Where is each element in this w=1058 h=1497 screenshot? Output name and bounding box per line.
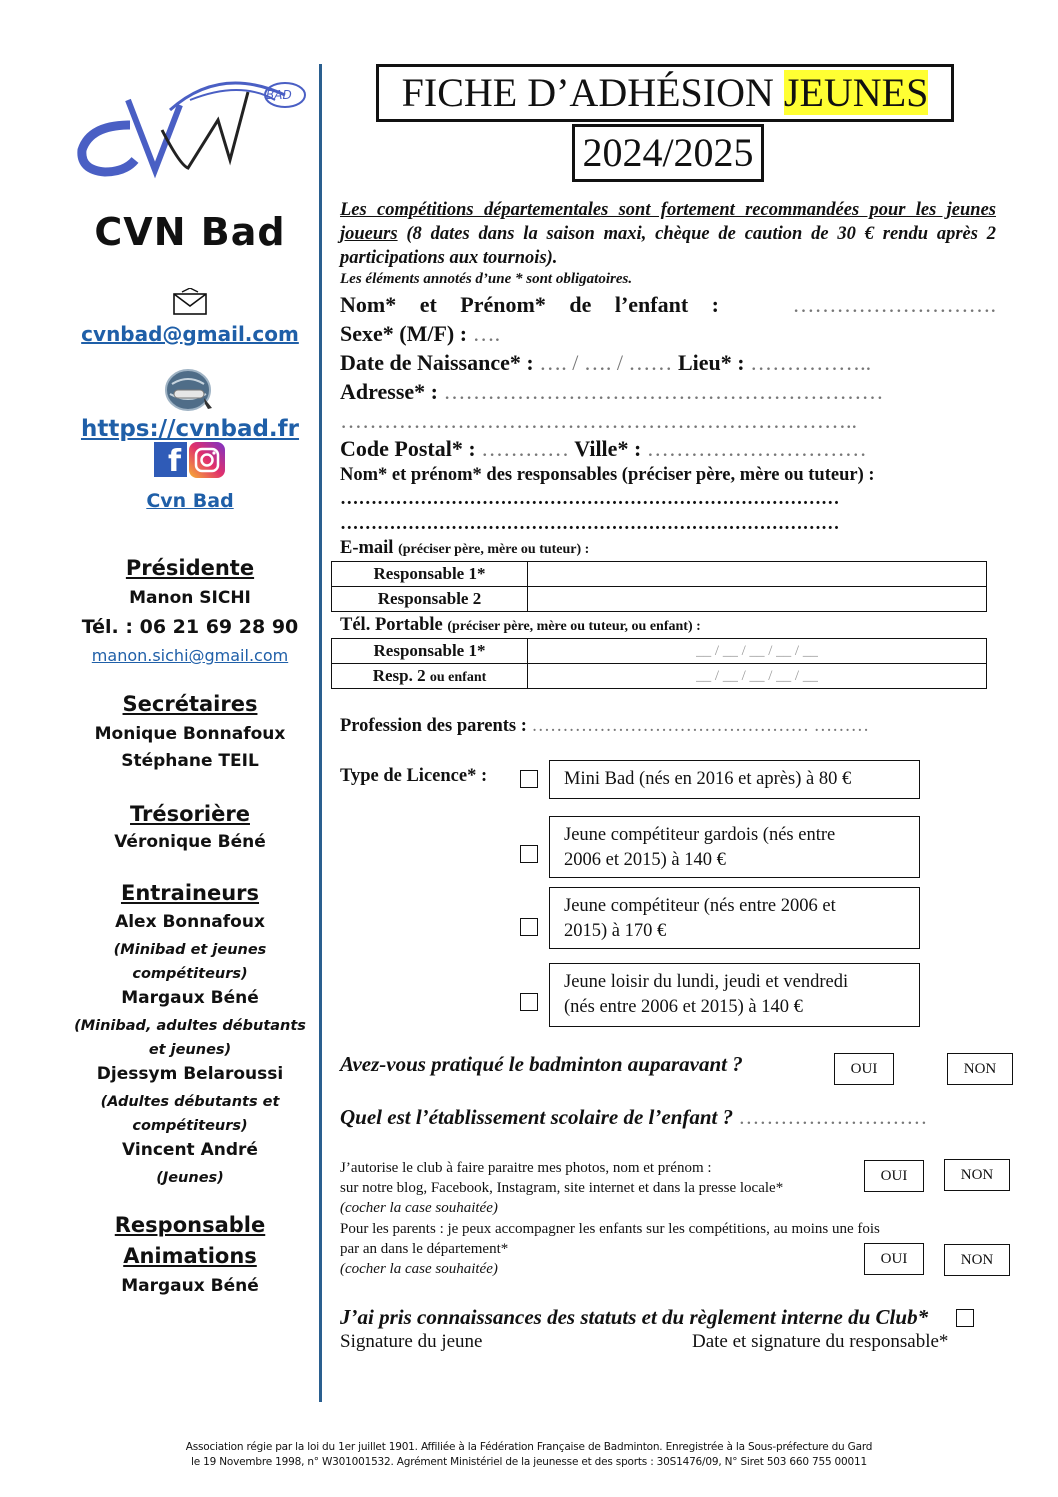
birthplace-label: Lieu* : bbox=[677, 350, 745, 375]
address-field[interactable]: …………………………………………………… bbox=[443, 379, 884, 404]
sex-field[interactable]: …. bbox=[472, 321, 501, 346]
city-field[interactable]: ………………………… bbox=[646, 436, 867, 461]
guardians-label: Nom* et prénom* des responsables (préciser père, mère ou tuteur) : bbox=[340, 465, 875, 485]
president-heading: Présidente bbox=[125, 556, 255, 580]
photo-yes-button[interactable]: OUI bbox=[864, 1160, 924, 1192]
license-option bbox=[549, 816, 920, 878]
address-label: Adresse* : bbox=[340, 379, 438, 404]
required-note: Les éléments annotés d’une * sont obligatoires. bbox=[340, 271, 633, 287]
parents-yes-button[interactable]: OUI bbox=[864, 1243, 924, 1275]
animations-heading: Responsable bbox=[114, 1213, 266, 1237]
practiced-no-button[interactable]: NON bbox=[947, 1053, 1013, 1085]
profession-field[interactable]: ……………………………………… ……… bbox=[531, 716, 870, 736]
signature-guardian-label: Date et signature du responsable* bbox=[692, 1331, 949, 1352]
school-row bbox=[340, 1105, 927, 1130]
coach-note: (Adultes débutants et compétiteurs) bbox=[100, 1094, 280, 1134]
envelope-icon bbox=[172, 288, 208, 316]
email-input[interactable] bbox=[528, 587, 987, 612]
license-option-text: Mini Bad (nés en 2016 et après) à 80 € bbox=[564, 769, 852, 789]
website-link[interactable]: https://cvnbad.fr bbox=[80, 416, 300, 442]
coach-name: Vincent André bbox=[122, 1140, 258, 1160]
table-row bbox=[332, 639, 987, 664]
email-hint: (préciser père, mère ou tuteur) : bbox=[398, 542, 590, 557]
license-checkbox[interactable] bbox=[520, 993, 538, 1011]
title-box bbox=[376, 64, 954, 122]
parents-no-button[interactable]: NON bbox=[944, 1244, 1010, 1276]
club-email-link[interactable]: cvnbad@gmail.com bbox=[81, 322, 299, 346]
email-table bbox=[331, 561, 987, 612]
license-option bbox=[549, 963, 920, 1027]
address-field-line2[interactable]: …………………………………………………………….. bbox=[340, 408, 857, 433]
intro-rest: (8 dates dans la saison maxi, chèque de caution de 30 € rendu après 2 participations aux tournois). bbox=[340, 224, 996, 268]
phone-table bbox=[331, 638, 987, 689]
guardians-field-line2[interactable]: ……………………………………………………………………… bbox=[340, 514, 840, 534]
globe-icon bbox=[160, 364, 220, 414]
parents-consent-hint: (cocher la case souhaitée) bbox=[340, 1261, 498, 1277]
coach-name: Margaux Béné bbox=[121, 988, 259, 1008]
name-label: Nom* et Prénom* de l’enfant : bbox=[340, 292, 719, 317]
president-phone: Tél. : 06 21 69 28 90 bbox=[81, 616, 299, 638]
license-checkbox[interactable] bbox=[520, 845, 538, 863]
license-checkbox[interactable] bbox=[520, 918, 538, 936]
email-header bbox=[340, 538, 589, 559]
profession-row bbox=[340, 716, 869, 737]
president-email-link[interactable]: manon.sichi@gmail.com bbox=[91, 646, 289, 665]
license-option-text: (nés entre 2006 et 2015) à 140 € bbox=[564, 997, 803, 1017]
birthplace-field[interactable]: …………….. bbox=[750, 350, 872, 375]
season-box: 2024/2025 bbox=[572, 124, 764, 182]
email-input[interactable] bbox=[528, 562, 987, 587]
phone-row-label-text: Responsable 1* bbox=[373, 641, 486, 660]
title-highlight: JEUNES bbox=[783, 70, 929, 115]
name-row bbox=[340, 291, 996, 319]
parents-consent-line: par an dans le département* bbox=[340, 1241, 509, 1257]
animations-name: Margaux Béné bbox=[121, 1276, 259, 1296]
profession-label: Profession des parents : bbox=[340, 716, 527, 736]
signature-youth-label: Signature du jeune bbox=[340, 1331, 483, 1352]
coach-note: (Jeunes) bbox=[156, 1170, 224, 1186]
license-option bbox=[549, 760, 920, 799]
school-field[interactable]: ……………………… bbox=[738, 1105, 928, 1129]
photo-consent-hint: (cocher la case souhaitée) bbox=[340, 1200, 498, 1216]
phone-label: Tél. Portable bbox=[340, 615, 443, 635]
footer-line: Association régie par la loi du 1er juillet 1901. Affiliée à la Fédération Française de Badminton. Enregistrée à la Sous-préfecture du Gard bbox=[185, 1441, 873, 1453]
president-name: Manon SICHI bbox=[129, 588, 251, 608]
birth-date-field[interactable]: …. / …. / …… bbox=[539, 350, 673, 375]
email-row-label: Responsable 2 bbox=[332, 587, 528, 612]
parents-consent-line: Pour les parents : je peux accompagner les enfants sur les compétitions, au moins une fois bbox=[340, 1221, 880, 1237]
coach-name: Alex Bonnafoux bbox=[115, 912, 265, 932]
school-question: Quel est l’établissement scolaire de l’enfant ? bbox=[340, 1105, 734, 1129]
license-label: Type de Licence* : bbox=[340, 766, 488, 786]
birth-label: Date de Naissance* : bbox=[340, 350, 534, 375]
phone-header bbox=[340, 615, 701, 636]
practiced-question: Avez-vous pratiqué le badminton auparavant ? bbox=[340, 1052, 743, 1076]
birth-row bbox=[340, 349, 871, 377]
postal-row bbox=[340, 435, 867, 463]
phone-row-label bbox=[332, 664, 528, 689]
coach-name: Djessym Belaroussi bbox=[96, 1064, 284, 1084]
license-option-text: Jeune compétiteur (nés entre 2006 et bbox=[564, 896, 836, 916]
logo-text: BAD bbox=[266, 88, 292, 102]
treasurer-name: Véronique Béné bbox=[114, 832, 266, 852]
address-row bbox=[340, 378, 883, 406]
footer bbox=[100, 1440, 958, 1470]
license-option bbox=[549, 887, 920, 949]
license-checkbox[interactable] bbox=[520, 770, 538, 788]
table-row bbox=[332, 562, 987, 587]
secretaries-heading: Secrétaires bbox=[122, 692, 258, 716]
name-field[interactable]: ………………………. bbox=[792, 292, 996, 317]
animations-heading: Animations bbox=[123, 1244, 257, 1268]
instagram-icon[interactable] bbox=[189, 442, 225, 478]
phone-row-label-text: Resp. 2 bbox=[372, 666, 426, 685]
coaches-heading: Entraineurs bbox=[120, 881, 260, 905]
phone-hint: (préciser père, mère ou tuteur, ou enfant) : bbox=[447, 619, 701, 634]
phone-input[interactable]: __ / __ / __ / __ / __ bbox=[528, 639, 987, 664]
phone-row-label-small: ou enfant bbox=[429, 670, 487, 685]
treasurer-heading: Trésorière bbox=[130, 802, 250, 826]
table-row bbox=[332, 587, 987, 612]
intro-text bbox=[340, 198, 996, 270]
postal-label: Code Postal* : bbox=[340, 436, 476, 461]
sex-row bbox=[340, 320, 500, 348]
license-option-text: 2006 et 2015) à 140 € bbox=[564, 850, 726, 870]
club-logo bbox=[70, 70, 310, 180]
license-option-text: Jeune loisir du lundi, jeudi et vendredi bbox=[564, 972, 849, 992]
email-label: E-mail bbox=[340, 538, 394, 558]
photo-consent-text bbox=[340, 1158, 870, 1218]
social-name-link[interactable]: Cvn Bad bbox=[146, 490, 234, 512]
photo-no-button[interactable]: NON bbox=[944, 1159, 1010, 1191]
rules-checkbox[interactable] bbox=[956, 1309, 974, 1327]
phone-input[interactable]: __ / __ / __ / __ / __ bbox=[528, 664, 987, 689]
coach-note: (Minibad, adultes débutants et jeunes) bbox=[74, 1018, 306, 1058]
email-row-label: Responsable 1* bbox=[332, 562, 528, 587]
intro-underlined: Les compétitions départementales sont fortement recommandées pour les jeunes joueurs bbox=[340, 200, 996, 244]
practiced-yes-button[interactable]: OUI bbox=[834, 1053, 894, 1085]
secretary-name: Monique Bonnafoux bbox=[94, 724, 286, 744]
photo-consent-line: sur notre blog, Facebook, Instagram, site internet et dans la presse locale* bbox=[340, 1180, 784, 1196]
title-main: FICHE D’ADHÉSION bbox=[401, 70, 774, 115]
sex-label: Sexe* (M/F) : bbox=[340, 321, 468, 346]
license-option-text: Jeune compétiteur gardois (nés entre bbox=[564, 825, 836, 845]
guardians-field[interactable]: ……………………………………………………………………… bbox=[340, 489, 840, 509]
coach-note: (Minibad et jeunes compétiteurs) bbox=[113, 942, 267, 982]
secretary-name: Stéphane TEIL bbox=[121, 751, 259, 771]
rules-acknowledgement: J’ai pris connaissances des statuts et du règlement interne du Club* bbox=[340, 1305, 929, 1329]
license-option-text: 2015) à 170 € bbox=[564, 921, 667, 941]
phone-row-label bbox=[332, 639, 528, 664]
table-row bbox=[332, 664, 987, 689]
footer-line: le 19 Novembre 1998, n° W301001532. Agrément Ministériel de la jeunesse et des sports : 30S1476/09, N° Siret 503 660 755 00011 bbox=[191, 1456, 867, 1468]
postal-field[interactable]: ………… bbox=[481, 436, 570, 461]
divider bbox=[319, 64, 322, 1402]
city-label: Ville* : bbox=[574, 436, 642, 461]
club-name: CVN Bad bbox=[94, 210, 286, 254]
photo-consent-line: J’autorise le club à faire paraitre mes photos, nom et prénom : bbox=[340, 1160, 712, 1176]
